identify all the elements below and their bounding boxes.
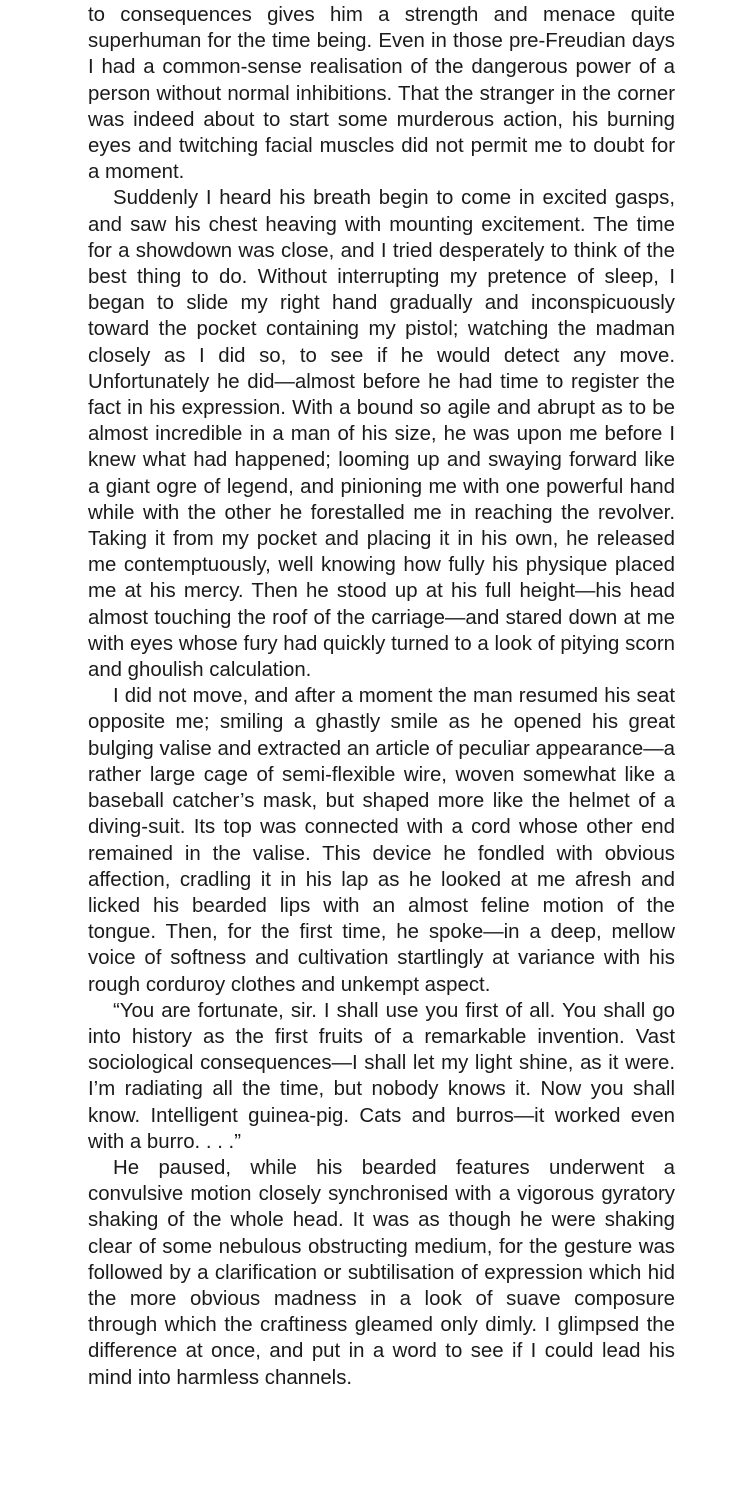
paragraph-continued: to consequences gives him a strength and menace quite superhuman for the time being. Even in those pre-Freudian days I had a common-sense realisation of the dangerous power of a person without normal inhibitions. That the stranger in the corner was indeed about to start some murderous action, his burning eyes and twitching facial muscles did not permit me to doubt for a moment. <box>88 4 675 184</box>
paragraph-speech: “You are fortunate, sir. I shall use you first of all. You shall go into history as the first fruits of a remarkable invention. Vast sociological consequences—I shall let my light shine, as it were. I’m radiating all the time, but nobody knows it. Now you shall know. Intelligent guinea-pig. Cats and burros—it worked even with a burro. . . .” <box>88 999 675 1153</box>
document-page <box>88 2 675 1391</box>
paragraph-pause: He paused, while his bearded features underwent a convulsive motion closely synchronised with a vigorous gyratory shaking of the whole head. It was as though he were shaking clear of some nebulous obstructing medium, for the gesture was followed by a clarification or subtilisation of expression which hid the more obvious madness in a look of suave composure through which the craftiness gleamed only dimly. I glimpsed the difference at once, and put in a word to see if I could lead his mind into harmless channels. <box>88 1156 675 1389</box>
paragraph-wire-cage: I did not move, and after a moment the man resumed his seat opposite me; smiling a ghastly smile as he opened his great bulging valise and extracted an article of peculiar appearance—a rather large cage of semi-flexible wire, woven somewhat like a baseball catcher’s mask, but shaped more like the helmet of a diving-suit. Its top was connected with a cord whose other end remained in the valise. This device he fondled with obvious affection, cradling it in his lap as he looked at me afresh and licked his bearded lips with an almost feline motion of the tongue. Then, for the first time, he spoke—in a deep, mellow voice of softness and cultivation startlingly at variance with his rough corduroy clothes and unkempt aspect. <box>88 685 675 996</box>
paragraph-showdown: Suddenly I heard his breath begin to come in excited gasps, and saw his chest heaving with mounting excitement. The time for a showdown was close, and I tried desperately to think of the best thing to do. Without interrupting my pretence of sleep, I began to slide my right hand gradually and inconspicuously toward the pocket containing my pistol; watching the madman closely as I did so, to see if he would detect any move. Unfortunately he did—almost before he had time to register the fact in his expression. With a bound so agile and abrupt as to be almost incredible in a man of his size, he was upon me before I knew what had happened; looming up and swaying forward like a giant ogre of legend, and pinioning me with one powerful hand while with the other he forestalled me in reaching the revolver. Taking it from my pocket and placing it in his own, he released me contemptuously, well knowing how fully his physique placed me at his mercy. Then he stood up at his full height—his head almost touching the roof of the carriage—and stared down at me with eyes whose fury had quickly turned to a look of pitying scorn and ghoulish calculation. <box>88 187 675 682</box>
